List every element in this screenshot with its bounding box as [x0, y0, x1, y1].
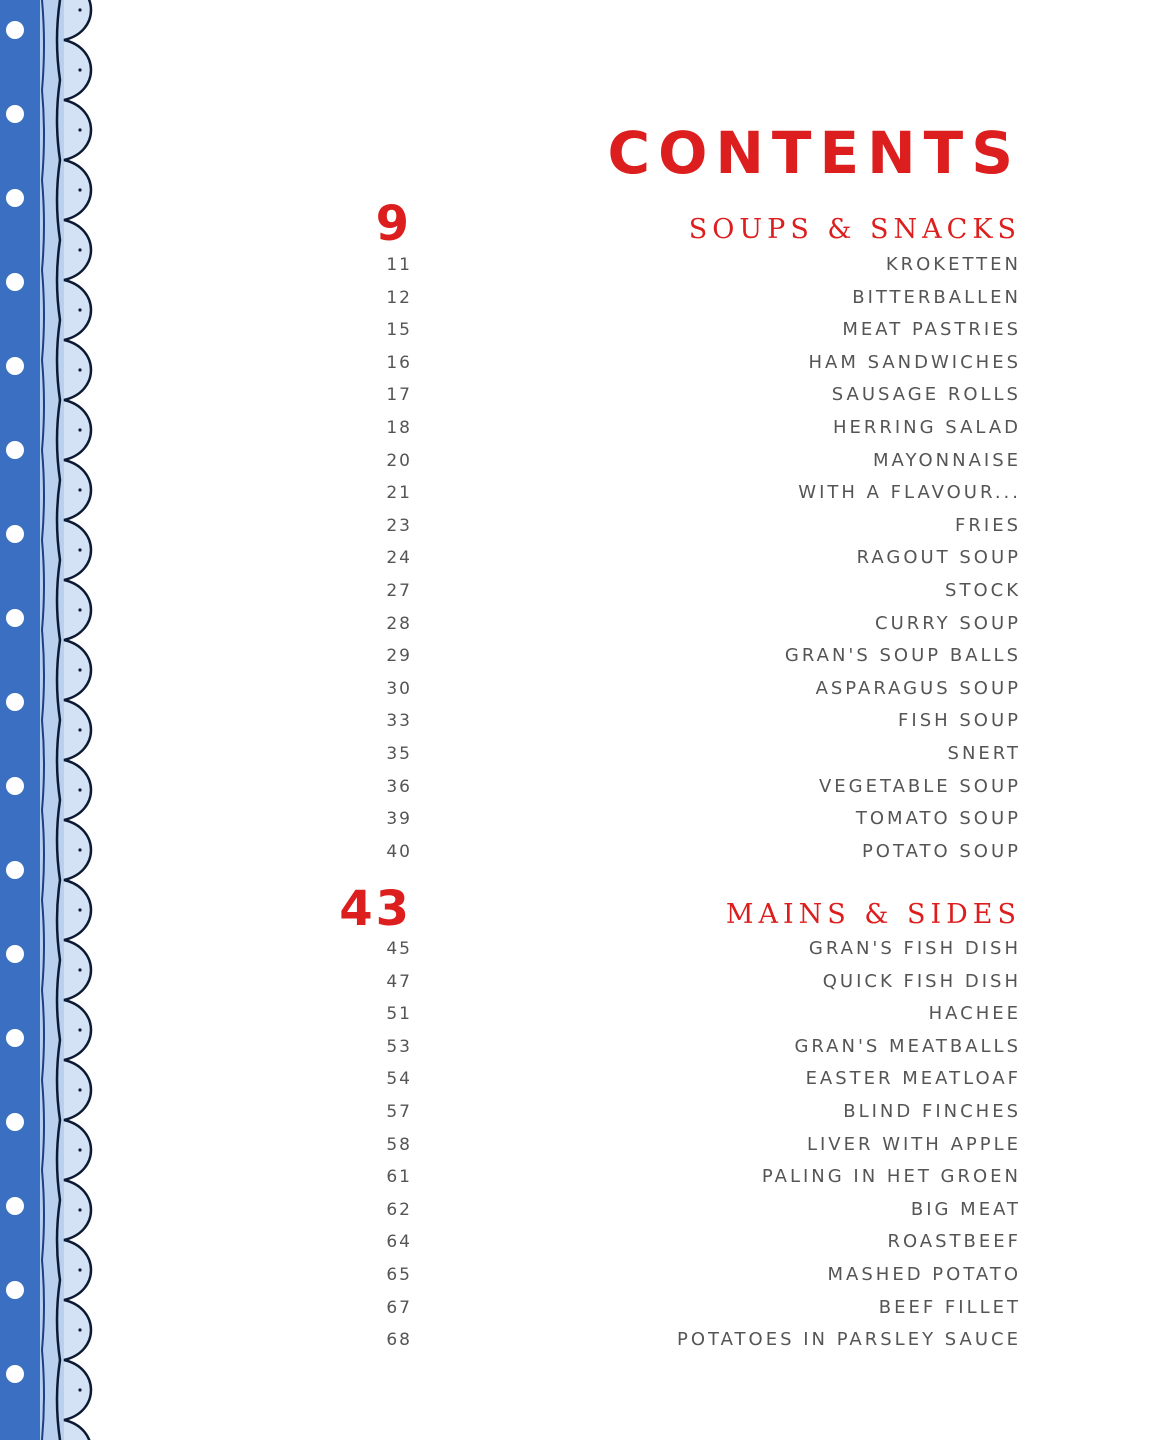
entry-page-number: 16 — [386, 352, 412, 373]
scallop-dot — [78, 248, 81, 251]
toc-entry — [330, 933, 1021, 965]
entry-page-number: 15 — [386, 320, 412, 341]
entry-page-number: 36 — [386, 776, 412, 797]
entry-title: BITTERBALLEN — [852, 286, 1021, 308]
entry-page-number: 35 — [386, 744, 412, 764]
toc-entry — [330, 966, 1021, 998]
entry-page-number: 57 — [386, 1102, 412, 1122]
border-dot — [6, 1197, 24, 1215]
toc-entry — [330, 640, 1021, 672]
toc-entry — [330, 608, 1021, 640]
entry-title: ROASTBEEF — [887, 1231, 1021, 1253]
toc-entry — [330, 1226, 1021, 1258]
toc-entry — [330, 803, 1021, 835]
entry-page-number: 62 — [386, 1199, 412, 1220]
toc-entry — [330, 1259, 1021, 1291]
section-number: 43 — [339, 881, 412, 937]
scallop-dot — [78, 428, 81, 431]
scallop-dot — [78, 968, 81, 971]
border-dot — [6, 861, 24, 879]
scallop-dot — [78, 908, 81, 911]
toc-entry — [330, 705, 1021, 737]
entry-title: SNERT — [947, 743, 1021, 764]
entry-page-number: 33 — [386, 711, 412, 732]
border-dot — [6, 1113, 24, 1131]
entry-title: QUICK FISH DISH — [822, 970, 1021, 992]
border-dot — [6, 1281, 24, 1299]
toc-entry — [330, 1324, 1021, 1356]
scallop-dot — [78, 1028, 81, 1031]
toc-entry — [330, 1096, 1021, 1128]
entry-title: WITH A FLAVOUR... — [798, 482, 1021, 504]
entry-title: ASPARAGUS SOUP — [815, 677, 1021, 699]
toc-entry — [330, 575, 1021, 607]
entry-page-number: 20 — [386, 450, 412, 471]
entry-title: SAUSAGE ROLLS — [831, 384, 1021, 406]
entry-title: POTATO SOUP — [861, 840, 1021, 862]
entry-page-number: 30 — [386, 678, 412, 699]
toc-entry — [330, 738, 1021, 770]
entry-title: HERRING SALAD — [832, 417, 1021, 438]
entry-title: GRAN'S SOUP BALLS — [784, 645, 1021, 667]
entry-title: HACHEE — [928, 1003, 1021, 1025]
section-number: 9 — [375, 196, 412, 252]
entry-page-number: 51 — [386, 1004, 412, 1025]
entry-title: GRAN'S FISH DISH — [808, 938, 1021, 959]
scallop-dot — [78, 68, 81, 71]
decorative-border — [0, 0, 110, 1440]
entry-title: BEEF FILLET — [878, 1296, 1021, 1318]
toc-entry — [330, 379, 1021, 411]
border-dot — [6, 609, 24, 627]
entry-page-number: 23 — [386, 515, 412, 536]
entry-title: RAGOUT SOUP — [856, 547, 1021, 569]
scallop-dot — [78, 368, 81, 371]
entry-title: GRAN'S MEATBALLS — [794, 1035, 1021, 1057]
border-dot — [6, 105, 24, 123]
border-dot — [6, 525, 24, 543]
scallop-dot — [78, 728, 81, 731]
scallop-dot — [78, 1088, 81, 1091]
entry-page-number: 28 — [386, 613, 412, 634]
scallop-dot — [78, 8, 81, 11]
entry-page-number: 29 — [386, 646, 412, 667]
scallop-dot — [78, 608, 81, 611]
toc-entry — [330, 314, 1021, 346]
toc-entry — [330, 412, 1021, 444]
entry-page-number: 39 — [386, 809, 412, 830]
entry-page-number: 40 — [386, 841, 412, 862]
entry-title: VEGETABLE SOUP — [818, 775, 1021, 797]
entry-page-number: 47 — [386, 971, 412, 992]
entry-title: KROKETTEN — [885, 254, 1021, 275]
entry-title: STOCK — [945, 580, 1021, 601]
scallop-dot — [78, 668, 81, 671]
entry-title: BIG MEAT — [910, 1198, 1021, 1220]
scallop-dot — [78, 1148, 81, 1151]
entry-title: BLIND FINCHES — [843, 1101, 1021, 1122]
entry-title: MEAT PASTRIES — [842, 319, 1021, 341]
toc-entry — [330, 836, 1021, 868]
section-title: MAINS & SIDES — [725, 899, 1021, 930]
entry-title: TOMATO SOUP — [855, 808, 1021, 830]
toc-entry — [330, 510, 1021, 542]
toc-entry — [330, 1063, 1021, 1095]
entry-title: LIVER WITH APPLE — [806, 1133, 1021, 1155]
scallop-dot — [78, 188, 81, 191]
entry-page-number: 17 — [386, 385, 412, 406]
section-title: SOUPS & SNACKS — [688, 214, 1021, 245]
toc-entry — [330, 542, 1021, 574]
page-title: CONTENTS — [607, 119, 1021, 187]
entry-page-number: 24 — [386, 548, 412, 569]
toc-entry — [330, 1194, 1021, 1226]
toc-entry — [330, 771, 1021, 803]
entry-title: EASTER MEATLOAF — [805, 1068, 1021, 1090]
border-dot — [6, 693, 24, 711]
entry-page-number: 58 — [386, 1134, 412, 1155]
entry-page-number: 61 — [386, 1167, 412, 1188]
scallop-dot — [78, 788, 81, 791]
border-dot — [6, 945, 24, 963]
entry-title: MASHED POTATO — [827, 1264, 1021, 1285]
entry-title: HAM SANDWICHES — [808, 351, 1021, 373]
entry-title: FRIES — [955, 514, 1021, 536]
toc-entry — [330, 347, 1021, 379]
entry-page-number: 67 — [386, 1297, 412, 1318]
entry-page-number: 21 — [386, 483, 412, 504]
scallop-dot — [78, 1268, 81, 1271]
border-dot — [6, 1029, 24, 1047]
scallop-dot — [78, 548, 81, 551]
toc-entry — [330, 477, 1021, 509]
entry-page-number: 18 — [386, 418, 412, 438]
toc-entry — [330, 445, 1021, 477]
toc-entry — [330, 282, 1021, 314]
entry-page-number: 53 — [386, 1036, 412, 1057]
border-dot — [6, 189, 24, 207]
border-dot — [6, 357, 24, 375]
scallop-dot — [78, 848, 81, 851]
entry-title: MAYONNAISE — [873, 449, 1021, 471]
toc-entry — [330, 1292, 1021, 1324]
border-dot — [6, 21, 24, 39]
entry-title: FISH SOUP — [898, 710, 1021, 732]
border-dot — [6, 777, 24, 795]
scallop-dot — [78, 488, 81, 491]
border-dot — [6, 1365, 24, 1383]
entry-page-number: 11 — [386, 255, 412, 275]
entry-page-number: 12 — [386, 287, 412, 308]
entry-title: CURRY SOUP — [875, 612, 1021, 634]
toc-entry — [330, 1161, 1021, 1193]
entry-page-number: 54 — [386, 1069, 412, 1090]
toc-entry — [330, 1031, 1021, 1063]
border-dot — [6, 441, 24, 459]
scallop-dot — [78, 128, 81, 131]
toc-entry — [330, 673, 1021, 705]
toc-entry — [330, 1129, 1021, 1161]
toc-entry — [330, 998, 1021, 1030]
scallop-dot — [78, 1328, 81, 1331]
scallop-dot — [78, 1208, 81, 1211]
entry-page-number: 27 — [386, 581, 412, 601]
entry-page-number: 45 — [386, 939, 412, 959]
entry-page-number: 68 — [386, 1330, 412, 1351]
border-dot — [6, 273, 24, 291]
border-band — [0, 0, 40, 1440]
entry-page-number: 65 — [386, 1265, 412, 1285]
scallop-outline — [64, 0, 91, 1440]
entry-title: POTATOES IN PARSLEY SAUCE — [677, 1329, 1021, 1351]
entry-title: PALING IN HET GROEN — [761, 1166, 1021, 1188]
entry-page-number: 64 — [386, 1232, 412, 1253]
toc-entry — [330, 249, 1021, 281]
scallop-dot — [78, 308, 81, 311]
scallop-dot — [78, 1388, 81, 1391]
